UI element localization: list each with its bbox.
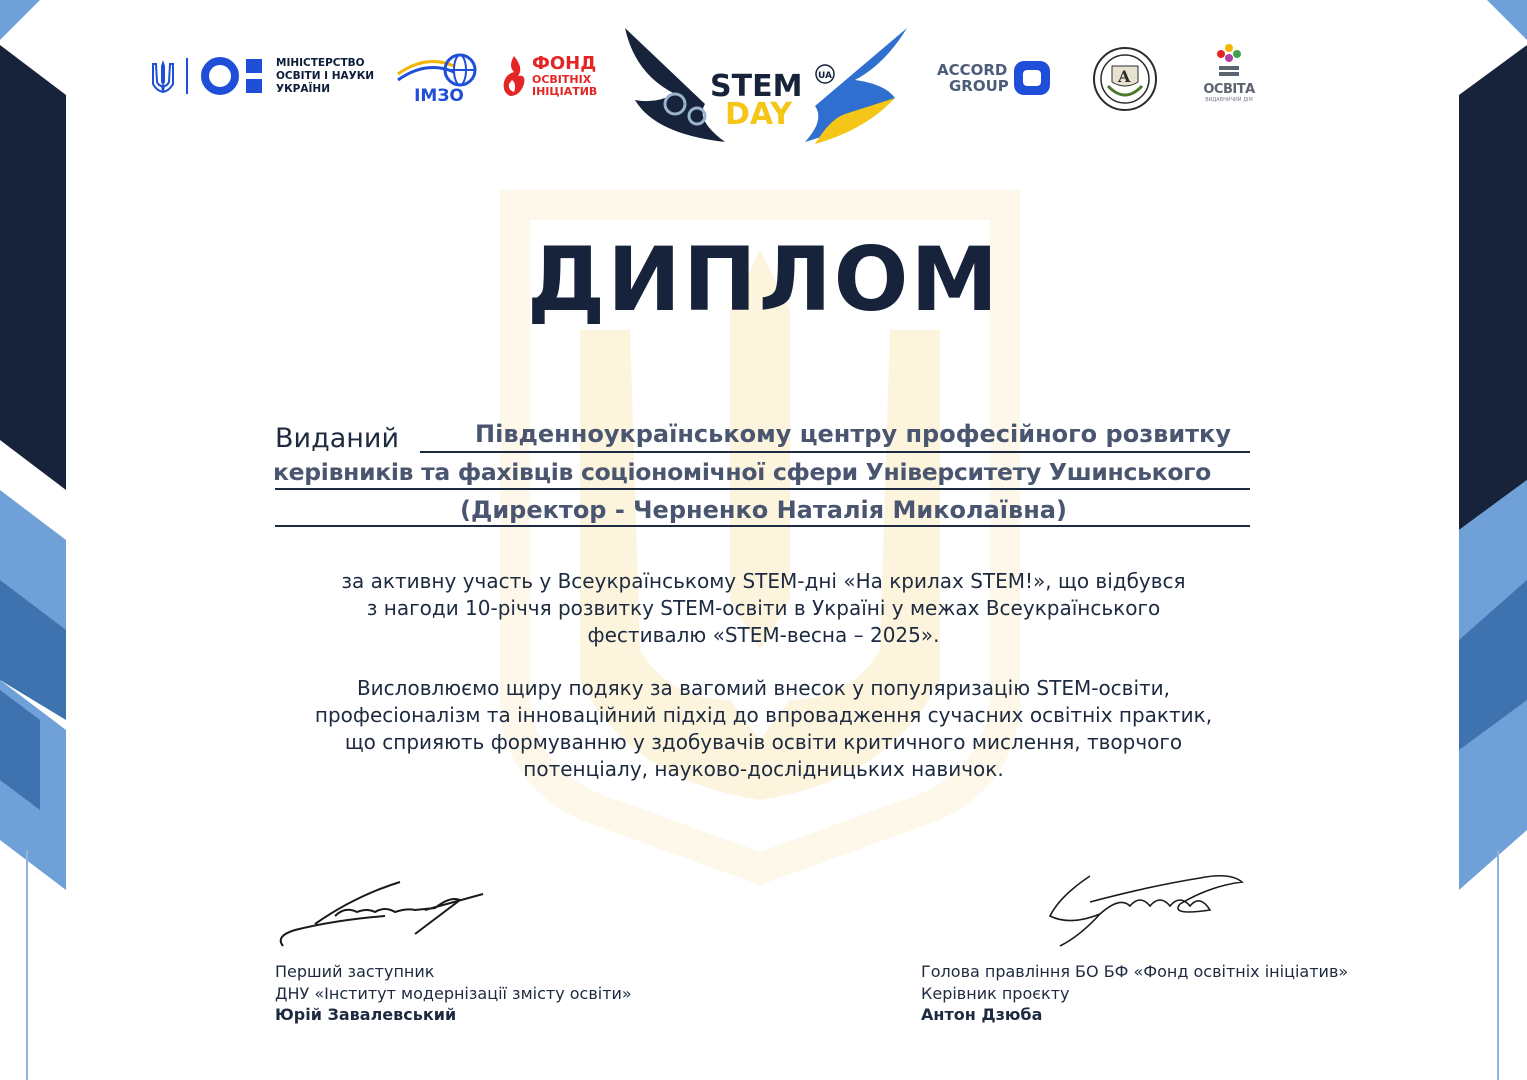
right-signature: [1030, 866, 1250, 956]
left-signatory-position-2: ДНУ «Інститут модернізації змісту освіти»: [275, 983, 632, 1003]
ua-badge: UA: [818, 71, 832, 81]
ministry-logo: [150, 56, 374, 96]
left-signatory-position-1: Перший заступник: [275, 962, 435, 981]
right-decor: [1455, 0, 1527, 1080]
right-signatory-name: Антон Дзюба: [921, 1005, 1043, 1024]
fund-name: ФОНД ОСВІТНІХ ІНІЦІАТИВ: [532, 53, 598, 98]
underline-1: [420, 451, 1250, 453]
participation-text: за активну участь у Всеукраїнському STEM-дні «На крилах STEM!», що відбувся з нагоди 10-річчя розвитку STEM-освіти в Україні у межах Всеукраїнського фестивалю «STEM-весна – 2025».: [341, 569, 1186, 647]
left-decor: [0, 0, 70, 1080]
stem-word: STEM: [710, 69, 803, 104]
underline-3: [275, 525, 1250, 527]
accord-symbol-icon: [1011, 58, 1053, 98]
right-signatory: [921, 961, 1348, 1026]
stem-day-logo: [615, 24, 915, 150]
left-signatory-name: Юрій Завалевський: [275, 1005, 457, 1024]
accord-group-logo: [937, 58, 1053, 98]
imzo-name: ІМЗО: [414, 86, 464, 106]
recipient-line-3: (Директор - Черненко Наталія Миколаївна): [460, 496, 1067, 524]
logo-separator: [186, 58, 188, 94]
flame-icon: [500, 54, 528, 98]
trident-icon: [150, 58, 176, 94]
diploma-title: ДИПЛОМ: [526, 228, 1001, 331]
ministry-name: МІНІСТЕРСТВО ОСВІТИ І НАУКИ УКРАЇНИ: [276, 56, 375, 95]
left-frame-line: [26, 850, 28, 1080]
right-signatory-position-2: Керівник проєкту: [921, 983, 1070, 1003]
left-signatory: [275, 961, 632, 1026]
flower-icon: [1209, 42, 1249, 78]
imzo-logo: [396, 52, 482, 106]
issued-label: Виданий: [275, 423, 400, 454]
recipient-line-1: Південноукраїнському центру професійного розвитку: [475, 420, 1231, 448]
partner-logos: [150, 30, 1270, 160]
right-frame-line: [1497, 850, 1499, 1080]
osvita-subtitle: ВИДАВНИЧИЙ ДІМ: [1205, 97, 1253, 103]
right-signatory-position-1: Голова правління БО БФ «Фонд освітніх ініціатив»: [921, 962, 1349, 981]
svg-text:A: A: [1118, 67, 1131, 86]
day-word: DAY: [725, 97, 792, 132]
academy-seal: [1092, 46, 1158, 112]
osvita-logo: [1198, 42, 1260, 103]
underline-2: [275, 488, 1250, 490]
left-signature: [275, 876, 495, 956]
osvita-name: ОСВІТА: [1203, 82, 1255, 97]
mon-symbol-icon: [200, 56, 266, 96]
gratitude-text: Висловлюємо щиру подяку за вагомий внесок у популяризацію STEM-освіти, професіоналізм та інноваційний підхід до впровадження сучасних освітніх практик, що сприяють формуванню у здобувачів освіти критичного мислення, творчого потенціалу, науково-дослідницьких навичок.: [314, 676, 1213, 781]
accord-name: ACCORD GROUP: [937, 61, 1009, 95]
globe-icon: [396, 52, 482, 88]
recipient-line-2: керівників та фахівців соціономічної сфери Університету Ушинського: [273, 458, 1211, 486]
fund-logo: [500, 54, 597, 98]
